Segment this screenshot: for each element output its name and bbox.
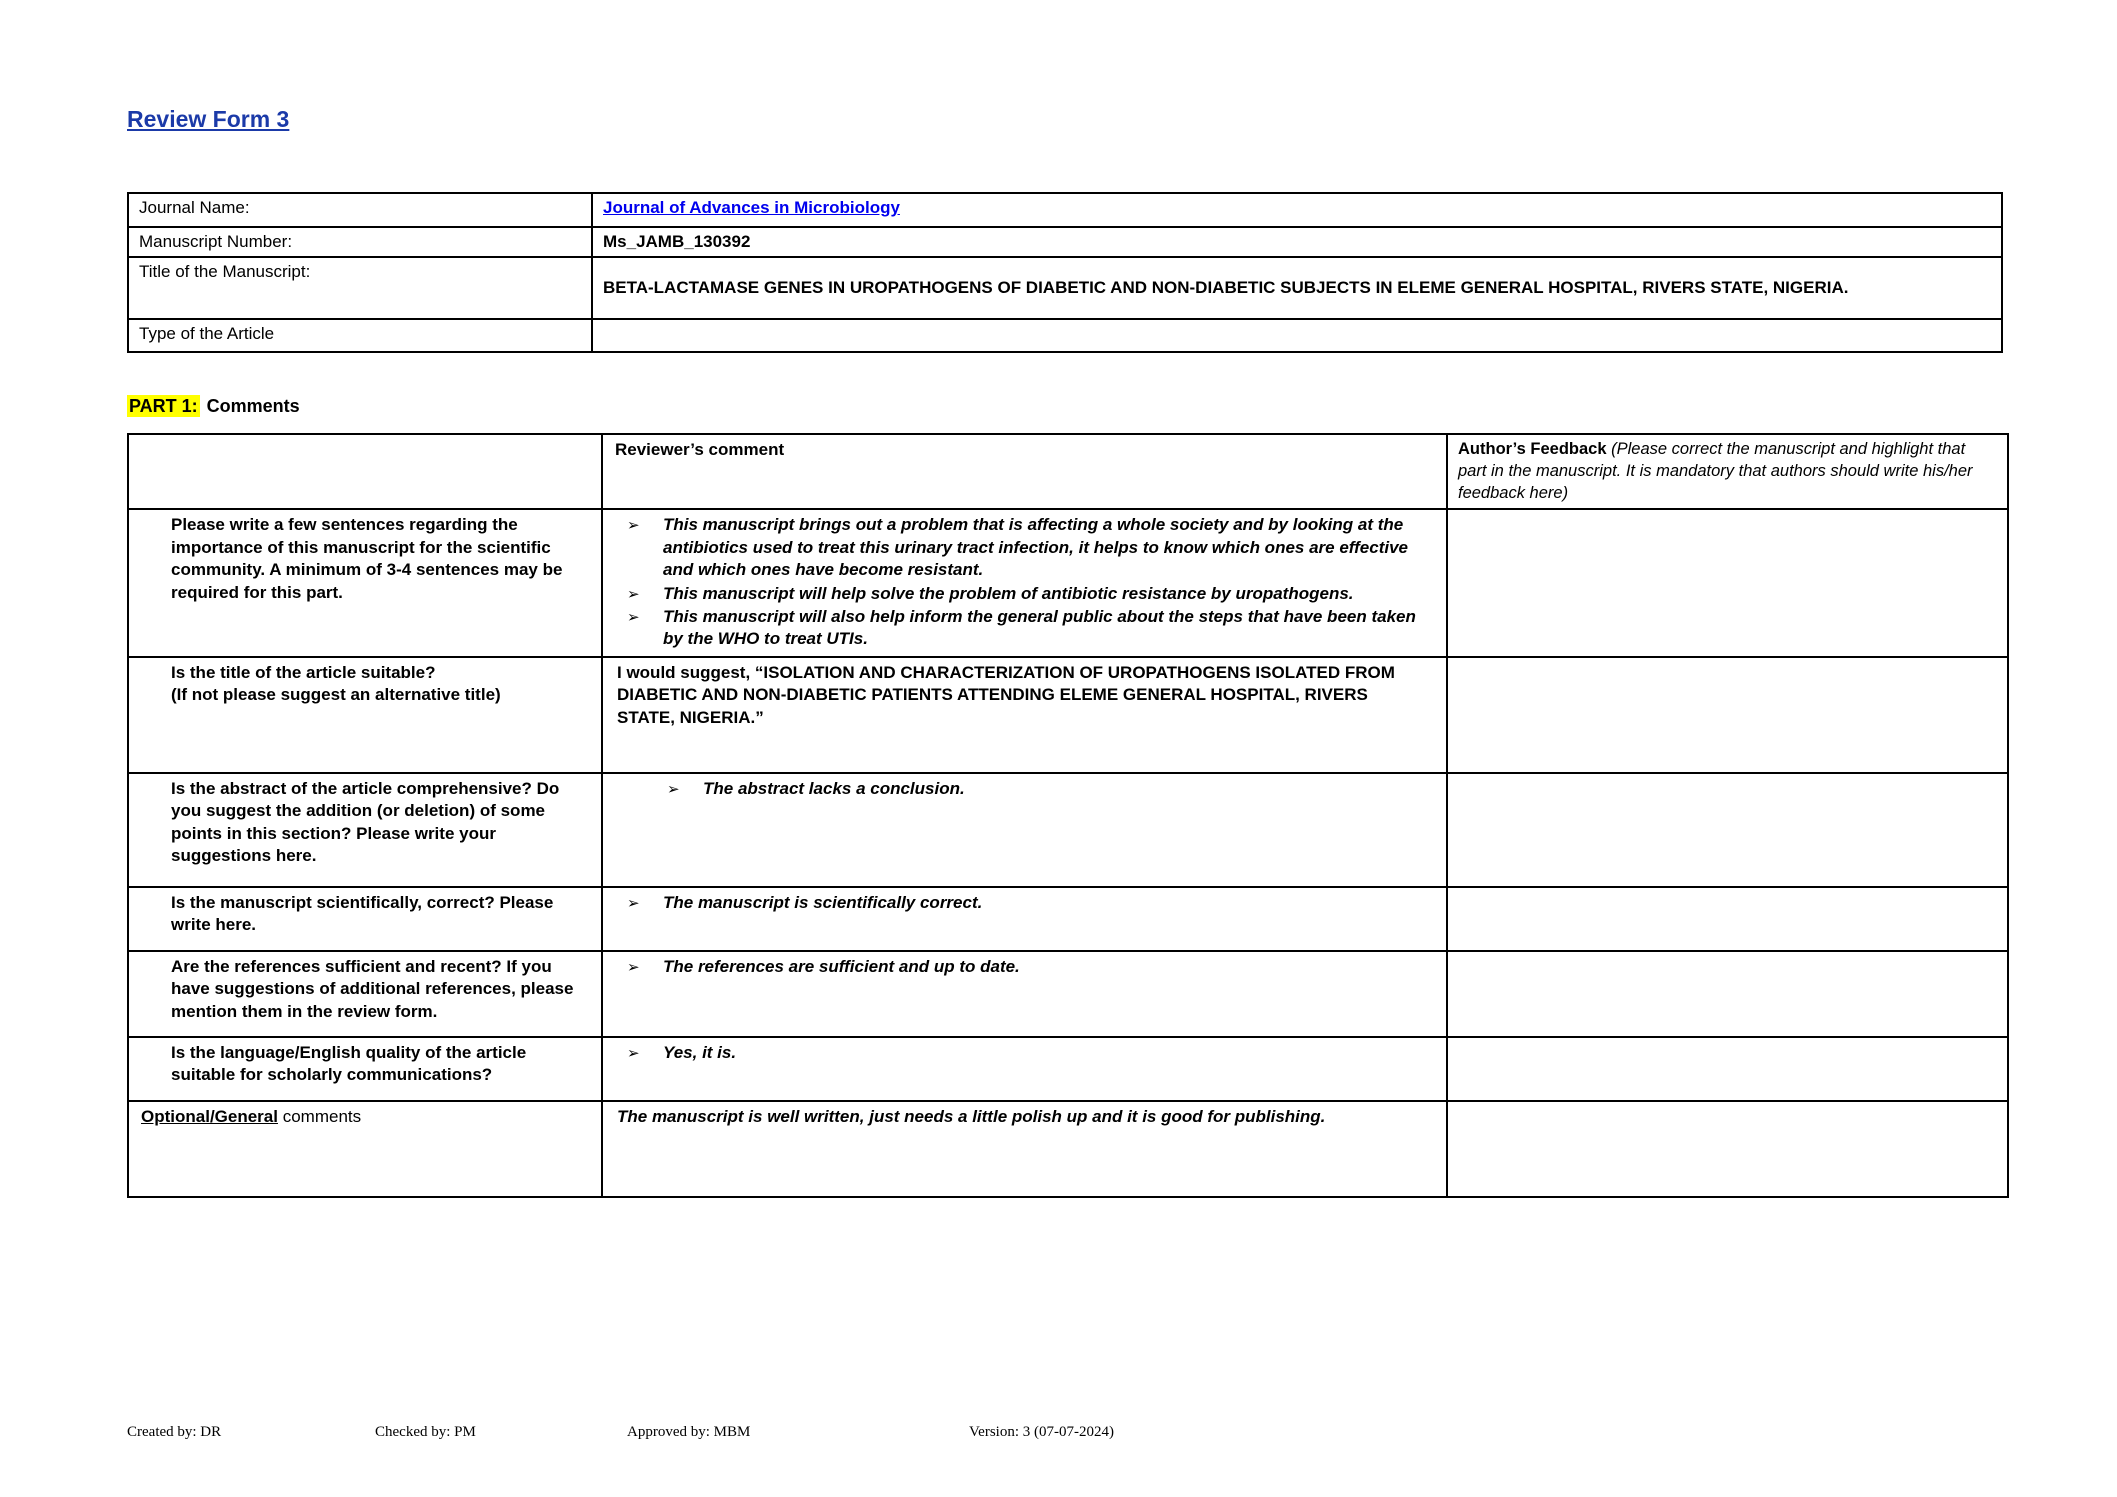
feedback-title-suitable[interactable] (1447, 657, 2008, 773)
header-author-feedback (1447, 434, 2008, 509)
arrow-bullet-icon: ➢ (627, 958, 640, 976)
table-row-importance (128, 509, 2008, 657)
article-type-label: Type of the Article (128, 319, 592, 352)
list-item: ➢ The references are sufficient and up to date. (627, 956, 1432, 978)
feedback-references[interactable] (1447, 951, 2008, 1037)
journal-name-cell (592, 193, 2002, 227)
table-row-title-suitable (128, 657, 2008, 773)
table-row (128, 257, 2002, 319)
part1-rest: Comments (206, 396, 300, 416)
comment-language (602, 1037, 1447, 1101)
author-feedback-title: Author’s Feedback (1458, 440, 1607, 458)
article-type-value[interactable] (592, 319, 2002, 352)
feedback-optional[interactable] (1447, 1101, 2008, 1197)
list-item: ➢ This manuscript will also help inform the general public about the steps that have been taken by the WHO to treat UTIs. (627, 606, 1432, 651)
footer-version: Version: 3 (07-07-2024) (969, 1424, 1114, 1440)
journal-link[interactable]: Journal of Advances in Microbiology (603, 198, 900, 217)
arrow-bullet-icon: ➢ (667, 780, 680, 798)
arrow-bullet-icon: ➢ (627, 1044, 640, 1062)
table-row (128, 319, 2002, 352)
table-row (128, 193, 2002, 227)
manuscript-title-label: Title of the Manuscript: (128, 257, 592, 319)
feedback-scientific[interactable] (1447, 887, 2008, 951)
footer-created-by: Created by: DR (127, 1424, 222, 1440)
list-item: ➢ The abstract lacks a conclusion. (667, 778, 1432, 800)
comment-optional: The manuscript is well written, just needs a little polish up and it is good for publishing. (602, 1101, 1447, 1197)
comment-importance (602, 509, 1447, 657)
page-title: Review Form 3 (127, 106, 290, 132)
question-title-suitable: Is the title of the article suitable? (If not please suggest an alternative title) (128, 657, 602, 773)
question-importance: Please write a few sentences regarding the importance of this manuscript for the scientific community. A minimum of 3-4 sentences may be required for this part. (128, 509, 602, 657)
arrow-bullet-icon: ➢ (627, 585, 640, 603)
document-footer (0, 1424, 2117, 1448)
comment-references (602, 951, 1447, 1037)
question-optional-comments: Optional/General comments (128, 1101, 602, 1197)
table-header-row (128, 434, 2008, 509)
list-item: ➢ Yes, it is. (627, 1042, 1432, 1064)
header-question-cell (128, 434, 602, 509)
manuscript-number-value: Ms_JAMB_130392 (592, 227, 2002, 257)
footer-checked-by: Checked by: PM (375, 1424, 476, 1440)
manuscript-info-table (127, 192, 2003, 353)
table-row (128, 227, 2002, 257)
table-row-language (128, 1037, 2008, 1101)
footer-approved-by: Approved by: MBM (627, 1424, 751, 1440)
manuscript-title-value: BETA-LACTAMASE GENES IN UROPATHOGENS OF DIABETIC AND NON-DIABETIC SUBJECTS IN ELEME GENERAL HOSPITAL, RIVERS STATE, NIGERIA. (592, 257, 2002, 319)
comment-scientific (602, 887, 1447, 951)
arrow-bullet-icon: ➢ (627, 894, 640, 912)
feedback-language[interactable] (1447, 1037, 2008, 1101)
feedback-importance[interactable] (1447, 509, 2008, 657)
comment-abstract (602, 773, 1447, 887)
header-reviewer-comment: Reviewer’s comment (602, 434, 1447, 509)
question-abstract: Is the abstract of the article comprehensive? Do you suggest the addition (or deletion) of some points in this section? Please write your suggestions here. (128, 773, 602, 887)
feedback-abstract[interactable] (1447, 773, 2008, 887)
table-row-scientific (128, 887, 2008, 951)
part1-highlight: PART 1: (129, 396, 198, 416)
arrow-bullet-icon: ➢ (627, 609, 640, 627)
list-item: ➢ This manuscript brings out a problem that is affecting a whole society and by looking at the antibiotics used to treat this urinary tract infection, it helps to know which ones are effective and which ones have become resistant. (627, 514, 1432, 581)
table-row-optional-comments (128, 1101, 2008, 1197)
list-item: ➢ The manuscript is scientifically correct. (627, 892, 1432, 914)
question-references: Are the references sufficient and recent? If you have suggestions of additional references, please mention them in the review form. (128, 951, 602, 1037)
question-language: Is the language/English quality of the article suitable for scholarly communications? (128, 1037, 602, 1101)
journal-name-label: Journal Name: (128, 193, 592, 227)
question-scientific: Is the manuscript scientifically, correct? Please write here. (128, 887, 602, 951)
list-item: ➢ This manuscript will help solve the problem of antibiotic resistance by uropathogens. (627, 583, 1432, 605)
manuscript-number-label: Manuscript Number: (128, 227, 592, 257)
arrow-bullet-icon: ➢ (627, 517, 640, 535)
table-row-references (128, 951, 2008, 1037)
author-feedback-note: (Please correct the manuscript and highlight that part in the manuscript. It is mandatory that authors should write his/her feedback here) (1458, 440, 1973, 502)
part1-heading (127, 396, 300, 417)
comment-title-suitable: I would suggest, “ISOLATION AND CHARACTERIZATION OF UROPATHOGENS ISOLATED FROM DIABETIC AND NON-DIABETIC PATIENTS ATTENDING ELEME GENERAL HOSPITAL, RIVERS STATE, NIGERIA.” (602, 657, 1447, 773)
table-row-abstract (128, 773, 2008, 887)
review-comments-table (127, 433, 2009, 1198)
